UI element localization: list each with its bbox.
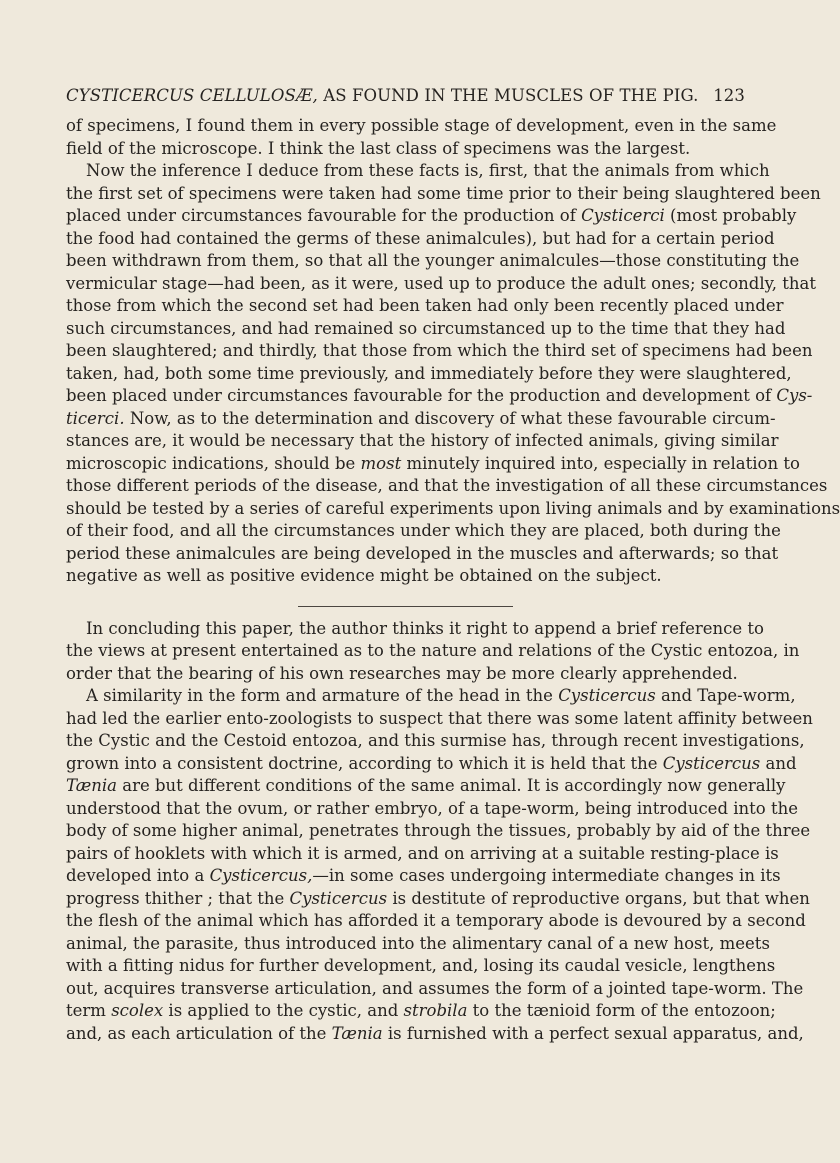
text-line (66, 685, 796, 708)
text-line (66, 798, 798, 821)
italic-term: Cys- (776, 386, 813, 405)
text-line (66, 183, 821, 206)
line-text: taken, had, both some time previously, and immediately before they were slaughtered, (66, 363, 792, 383)
line-text: animal, the parasite, thus introduced into the alimentary canal of a new host, meets (66, 933, 770, 953)
text-line (66, 340, 813, 363)
line-text: to the tænioid form of the entozoon; (467, 1001, 776, 1020)
line-text: been withdrawn from them, so that all the younger animalcules—those constituting the (66, 251, 800, 270)
line-text: of their food, and all the circumstances under which they are placed, both during the (66, 521, 781, 540)
line-text: negative as well as positive evidence might be obtained on the subject. (66, 566, 662, 585)
italic-term: Cysticerci (581, 206, 665, 225)
line-text: of specimens, I found them in every possible stage of development, even in the same (66, 116, 777, 135)
line-text: the flesh of the animal which has afforded it a temporary abode is devoured by a second (66, 911, 806, 930)
line-text: had led the earlier ento-zoologists to suspect that there was some latent affinity between (66, 708, 813, 728)
line-text: been placed under circumstances favourable for the production and development of (66, 386, 777, 405)
text-line (66, 363, 792, 386)
line-text: placed under circumstances favourable for the production of (66, 206, 582, 225)
text-line (66, 273, 816, 296)
line-text: been slaughtered; and thirdly, that those from which the third set of specimens had been (66, 341, 813, 360)
line-text: is destitute of reproductive organs, but that when (387, 888, 810, 908)
text-line (66, 1023, 804, 1046)
line-text: developed into a (66, 866, 210, 885)
paragraph-3 (66, 618, 800, 686)
text-line (66, 1000, 776, 1023)
line-text: vermicular stage—had been, as it were, used up to produce the adult ones; secondly, that (66, 273, 816, 293)
text-line (66, 318, 786, 341)
line-text: such circumstances, and had remained so circumstanced up to the time that they had (66, 318, 786, 338)
italic-term: scolex (111, 1001, 164, 1020)
line-text: and Tape-worm, (655, 686, 796, 705)
text-line (66, 775, 786, 798)
line-text: are but different conditions of the same animal. It is accordingly now generally (116, 776, 786, 795)
italic-term: ticerci. (66, 408, 125, 428)
italic-term: Cysticercus (289, 888, 388, 908)
line-text: —in some cases undergoing intermediate changes in its (312, 866, 781, 885)
line-text: (most probably (664, 206, 797, 225)
text-line (66, 640, 800, 663)
text-line (66, 160, 770, 183)
running-title-rest: AS FOUND IN THE MUSCLES OF THE PIG. (317, 86, 699, 105)
text-line (66, 430, 779, 453)
line-text: microscopic indications, should be (66, 453, 361, 473)
text-line (66, 865, 781, 888)
line-text: body of some higher animal, penetrates through the tissues, probably by aid of the three (66, 821, 811, 840)
line-text: with a fitting nidus for further development, and, losing its caudal vesicle, lengthens (66, 956, 776, 975)
text-line (66, 453, 800, 476)
text-line (66, 228, 775, 251)
line-text: should be tested by a series of careful experiments upon living animals and by examinations (66, 498, 840, 518)
text-line (66, 753, 797, 776)
line-text: pairs of hooklets with which it is armed, and on arriving at a suitable resting-place is (66, 843, 779, 863)
text-line (66, 888, 810, 911)
italic-term: Tænia (66, 776, 117, 795)
line-text: the views at present entertained as to the nature and relations of the Cystic entozoa, in (66, 641, 800, 660)
line-text: and (760, 753, 797, 773)
text-line (66, 115, 777, 138)
text-line (66, 250, 800, 273)
text-line (66, 820, 811, 843)
line-text: stances are, it would be necessary that the history of infected animals, giving similar (66, 431, 779, 450)
text-line (66, 138, 745, 161)
line-text: and, as each articulation of the (66, 1023, 332, 1043)
paragraph-1 (66, 115, 777, 160)
running-title-italic: CYSTICERCUS CELLULOSÆ, (66, 86, 318, 105)
line-text: progress thither ; that the (66, 888, 290, 908)
line-text: minutely inquired into, especially in relation to (401, 453, 800, 473)
line-text: In concluding this paper, the author thinks it right to append a brief reference to (86, 618, 764, 638)
text-line (66, 295, 784, 318)
text-line (66, 933, 770, 956)
line-text: Now the inference I deduce from these facts is, first, that the animals from which (86, 161, 770, 180)
text-line (66, 543, 779, 566)
running-title (66, 86, 699, 105)
page-number: 123 (713, 86, 745, 105)
line-text: those different periods of the disease, and that the investigation of all these circumstances (66, 476, 828, 495)
body-text (66, 115, 840, 1045)
line-text: field of the microscope. I think the last class of specimens was the largest. (66, 138, 691, 158)
line-text: the food had contained the germs of these animalcules), but had for a certain period (66, 228, 775, 248)
text-line (66, 565, 745, 588)
line-text: the Cystic and the Cestoid entozoa, and this surmise has, through recent investigations, (66, 731, 805, 750)
line-text: period these animalcules are being developed in the muscles and afterwards; so that (66, 543, 779, 563)
italic-term: strobila (403, 1001, 468, 1020)
text-line (66, 978, 804, 1001)
line-text: grown into a consistent doctrine, according to which it is held that the (66, 753, 663, 773)
text-line (66, 498, 840, 521)
paragraph-4 (66, 685, 813, 1045)
line-text: understood that the ovum, or rather embryo, of a tape-worm, being introduced into the (66, 798, 798, 818)
text-line (66, 730, 805, 753)
line-text: out, acquires transverse articulation, and assumes the form of a jointed tape-worm. The (66, 978, 804, 998)
text-line (66, 955, 776, 978)
italic-term: Cysticercus (662, 753, 761, 773)
text-line (66, 843, 779, 866)
line-text: order that the bearing of his own researches may be more clearly apprehended. (66, 663, 738, 683)
line-text: is furnished with a perfect sexual apparatus, and, (382, 1023, 804, 1043)
text-line (66, 910, 806, 933)
line-text: the first set of specimens were taken had some time prior to their being slaughtered been (66, 183, 821, 203)
running-header (66, 86, 745, 110)
italic-term: Cysticercus (558, 686, 656, 705)
text-line (66, 475, 828, 498)
line-text: Now, as to the determination and discovery of what these favourable circum- (124, 408, 776, 428)
italic-term: Tænia (331, 1023, 383, 1043)
section-divider (298, 606, 513, 607)
text-line (66, 663, 745, 686)
line-text: A similarity in the form and armature of the head in the (86, 686, 559, 705)
line-text: those from which the second set had been taken had only been recently placed under (66, 296, 784, 315)
text-line (66, 385, 813, 408)
italic-term: Cysticercus, (209, 866, 313, 885)
text-line (66, 520, 781, 543)
document-page (66, 86, 840, 1045)
text-line (66, 708, 813, 731)
text-line (66, 205, 797, 228)
line-text: term (66, 1001, 112, 1020)
text-line (66, 408, 776, 431)
italic-term: most (360, 453, 402, 473)
text-line (66, 618, 764, 641)
line-text: is applied to the cystic, and (163, 1001, 404, 1020)
paragraph-2 (66, 160, 840, 588)
